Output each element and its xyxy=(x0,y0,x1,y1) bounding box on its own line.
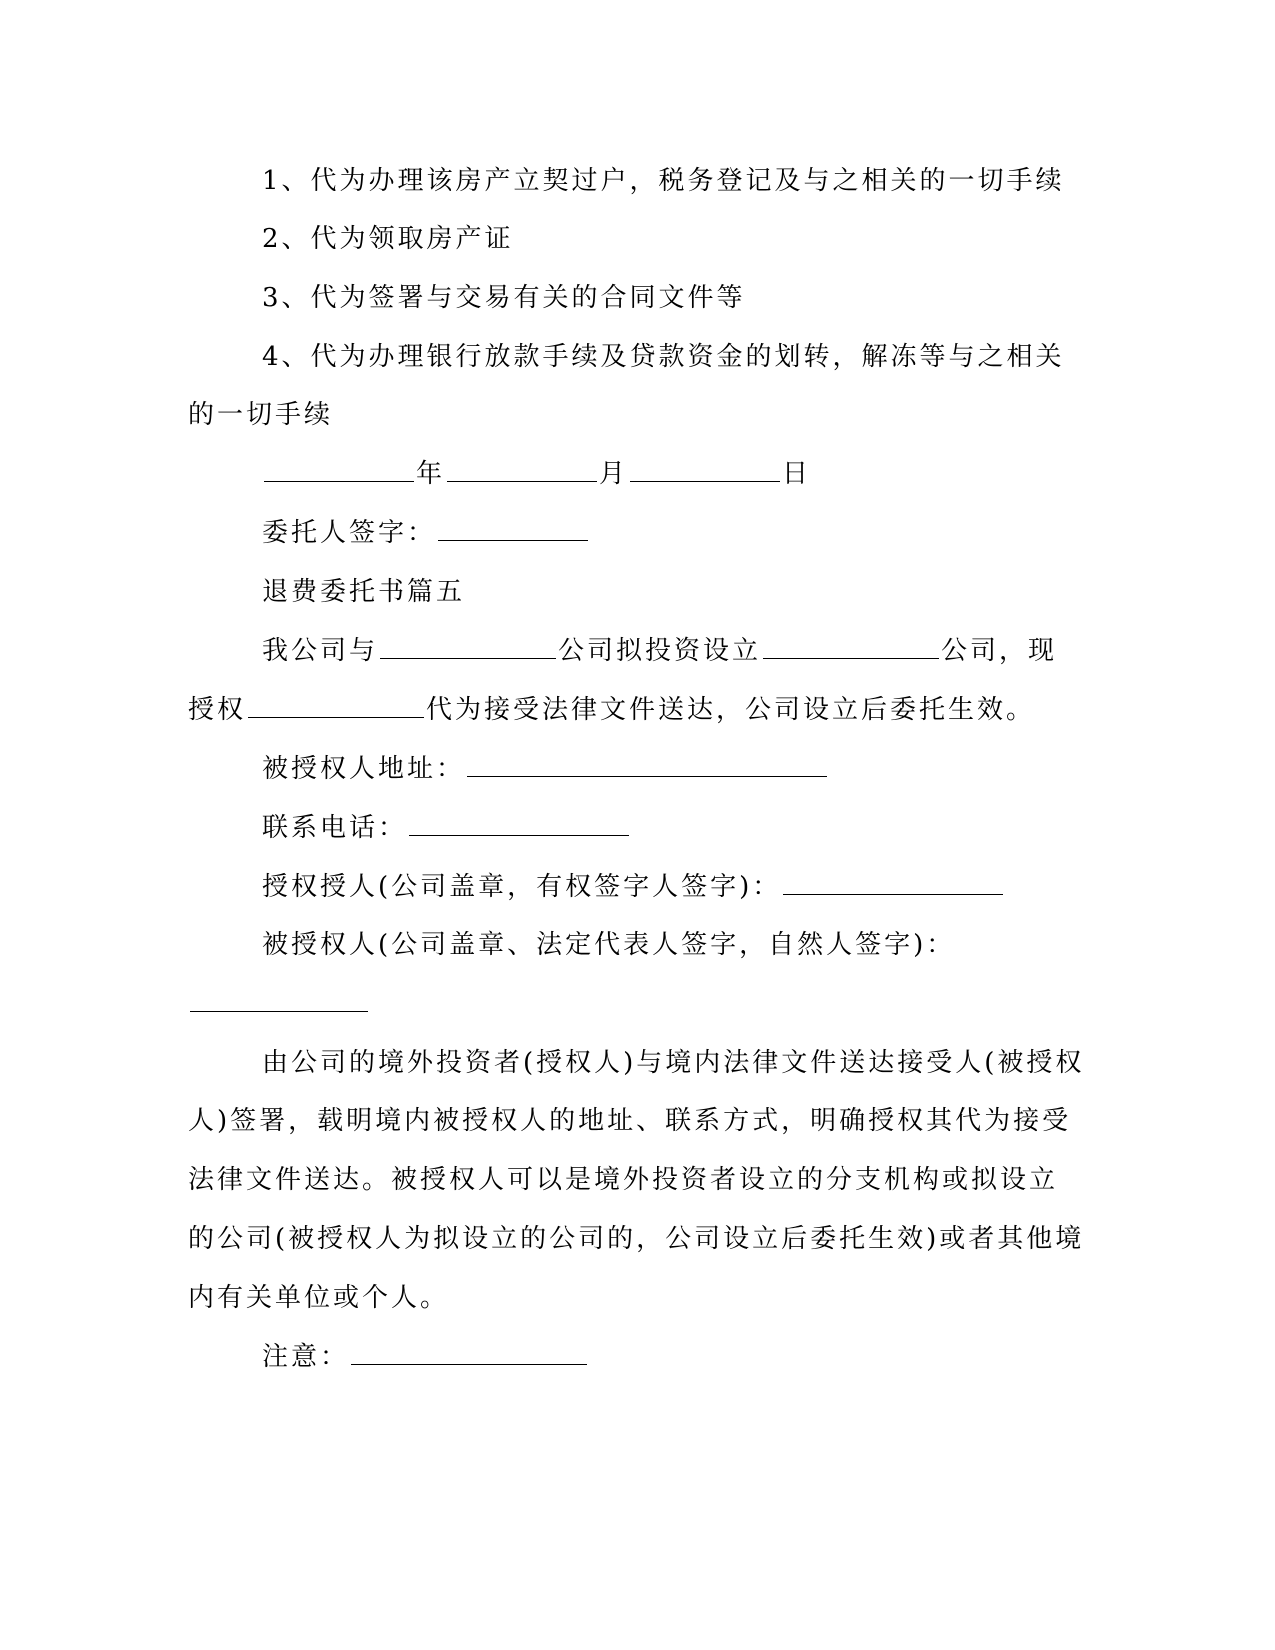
month-label: 月 xyxy=(599,459,629,489)
address-line xyxy=(262,749,1275,789)
address-label: 被授权人地址： xyxy=(262,754,466,784)
phone-blank[interactable] xyxy=(409,834,629,836)
grantee-signature-line xyxy=(188,984,1275,1024)
grantee-label: 被授权人(公司盖章、法定代表人签字，自然人签字)： xyxy=(262,930,956,960)
paragraph-2-line5: 内有关单位或个人。 xyxy=(188,1283,450,1313)
paragraph-1-line1: 我公司与 公司拟投资设立 公司，现 xyxy=(262,636,1058,666)
principal-signature-blank[interactable] xyxy=(438,539,588,541)
principal-signature-label: 委托人签字： xyxy=(262,518,437,548)
paragraph-1-line2: 授权 代为接受法律文件送达，公司设立后委托生效。 xyxy=(188,695,1036,725)
partner-company-blank[interactable] xyxy=(380,657,556,659)
paragraph-2-line1: 由公司的境外投资者(授权人)与境内法律文件送达接受人(被授权 xyxy=(262,1048,1085,1078)
year-label: 年 xyxy=(416,459,446,489)
month-blank[interactable] xyxy=(447,480,597,482)
list-item-4-line2: 的一切手续 xyxy=(188,400,334,430)
year-blank[interactable] xyxy=(264,480,414,482)
section-title: 退费委托书篇五 xyxy=(262,577,466,607)
paragraph-2-line3: 法律文件送达。被授权人可以是境外投资者设立的分支机构或拟设立 xyxy=(188,1165,1059,1195)
authorized-party-blank[interactable] xyxy=(248,716,424,718)
list-item-3: 3、代为签署与交易有关的合同文件等 xyxy=(262,283,746,313)
list-item-2: 2、代为领取房产证 xyxy=(262,224,514,254)
grantor-line xyxy=(262,867,1275,907)
list-item-1: 1、代为办理该房产立契过户，税务登记及与之相关的一切手续 xyxy=(262,166,1065,196)
grantee-signature-blank[interactable] xyxy=(190,1010,368,1012)
day-blank[interactable] xyxy=(630,480,780,482)
principal-signature-line xyxy=(262,513,1275,553)
grantor-signature-blank[interactable] xyxy=(783,893,1003,895)
note-blank[interactable] xyxy=(351,1363,587,1365)
phone-label: 联系电话： xyxy=(262,813,408,843)
address-blank[interactable] xyxy=(467,775,827,777)
paragraph-2-line4: 的公司(被授权人为拟设立的公司的，公司设立后委托生效)或者其他境 xyxy=(188,1224,1085,1254)
note-label: 注意： xyxy=(262,1342,350,1372)
date-line xyxy=(262,454,1275,494)
grantor-label: 授权授人(公司盖章，有权签字人签字)： xyxy=(262,872,782,902)
day-label: 日 xyxy=(782,459,812,489)
phone-line xyxy=(262,808,1275,848)
list-item-4-line1: 4、代为办理银行放款手续及贷款资金的划转，解冻等与之相关 xyxy=(262,342,1065,372)
grantee-line xyxy=(262,925,1275,965)
new-company-blank[interactable] xyxy=(763,657,939,659)
note-line xyxy=(262,1337,1275,1377)
paragraph-2-line2: 人)签署，载明境内被授权人的地址、联系方式，明确授权其代为接受 xyxy=(188,1106,1072,1136)
